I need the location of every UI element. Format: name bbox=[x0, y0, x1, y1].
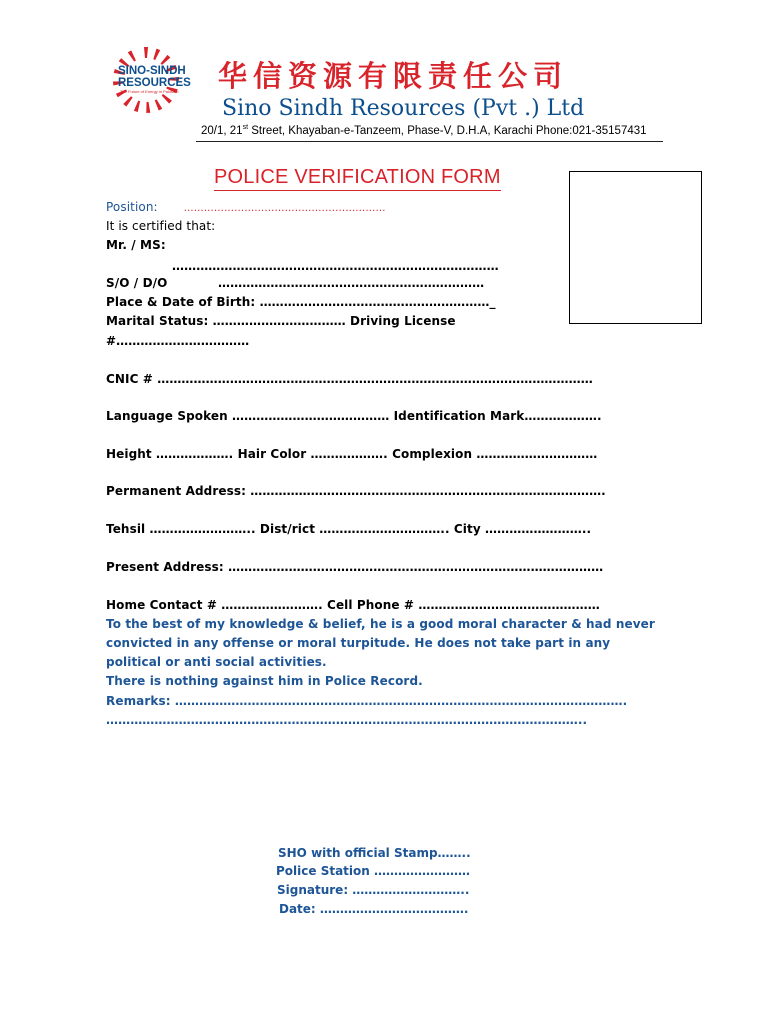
statement-line-4: There is nothing against him in Police Record. bbox=[106, 674, 423, 688]
driving-license-line: #…………………………… bbox=[106, 334, 250, 348]
photo-box bbox=[569, 171, 702, 324]
language-field: Language Spoken ………………………………… Identification Mark………………. bbox=[106, 409, 602, 423]
statement-line-1: To the best of my knowledge & belief, he is a good moral character & had never bbox=[106, 617, 655, 631]
remarks-line-2: ……………………………………………………………………………………………………….. bbox=[106, 713, 588, 727]
police-station: Police Station …………………… bbox=[276, 864, 470, 878]
english-company-name: Sino Sindh Resources (Pvt .) Ltd bbox=[222, 96, 585, 121]
tehsil-field: Tehsil …………………….. Dist/rict ………………………….. City …………………….. bbox=[106, 522, 592, 536]
certified-text: It is certified that: bbox=[106, 219, 216, 233]
height-field: Height ………………. Hair Color ………………. Complexion ………………………… bbox=[106, 447, 598, 461]
address-prefix: 20/1, 21 bbox=[201, 124, 243, 137]
company-address bbox=[201, 124, 647, 137]
logo-tagline: The Future of Energy in Pakistan bbox=[120, 89, 179, 94]
address-rest: Street, Khayaban-e-Tanzeem, Phase-V, D.H.A, Karachi Phone:021-35157431 bbox=[248, 124, 647, 137]
so-do-label: S/O / D/O bbox=[106, 276, 168, 290]
form-title: POLICE VERIFICATION FORM bbox=[214, 166, 501, 191]
so-do-line: ………………………………………………………… bbox=[218, 276, 485, 290]
company-logo bbox=[112, 44, 216, 118]
logo-line1: SINO-SINDH bbox=[118, 65, 186, 77]
cnic-field: CNIC # ……………………………………………………………………………………………… bbox=[106, 372, 593, 386]
sho-stamp: SHO with official Stamp…….. bbox=[278, 846, 471, 860]
date: Date: ………………………………. bbox=[279, 902, 469, 916]
logo-line2: RESOURCES bbox=[118, 77, 191, 89]
permanent-address-field: Permanent Address: ……………………………………………………………………………. bbox=[106, 484, 606, 498]
sunburst-logo-icon bbox=[112, 44, 216, 118]
present-address-field: Present Address: ………………………………………………………………………………… bbox=[106, 560, 604, 574]
contact-field: Home Contact # ……………………. Cell Phone # ……………………………………… bbox=[106, 598, 600, 612]
remarks-field: Remarks: …………………………………………………………………………………………………. bbox=[106, 694, 628, 708]
position-label: Position: bbox=[106, 200, 158, 214]
address-sup: st bbox=[242, 124, 249, 131]
statement-line-3: political or anti social activities. bbox=[106, 655, 327, 669]
chinese-company-name: 华信资源有限责任公司 bbox=[218, 59, 569, 93]
name-line: ……………………………………………………………………… bbox=[172, 259, 499, 273]
header-divider bbox=[196, 141, 663, 142]
statement-line-2: convicted in any offense or moral turpitude. He does not take part in any bbox=[106, 636, 611, 650]
signature: Signature: ……………………….. bbox=[277, 883, 470, 897]
place-dob-field: Place & Date of Birth: …………………………………………………_ bbox=[106, 295, 496, 309]
position-field bbox=[106, 200, 386, 214]
position-dots: …………………………………………………… bbox=[183, 203, 386, 214]
marital-status-field: Marital Status: …………………………… Driving License bbox=[106, 314, 456, 328]
so-do-field bbox=[106, 276, 484, 290]
mr-ms-label: Mr. / MS: bbox=[106, 238, 166, 252]
